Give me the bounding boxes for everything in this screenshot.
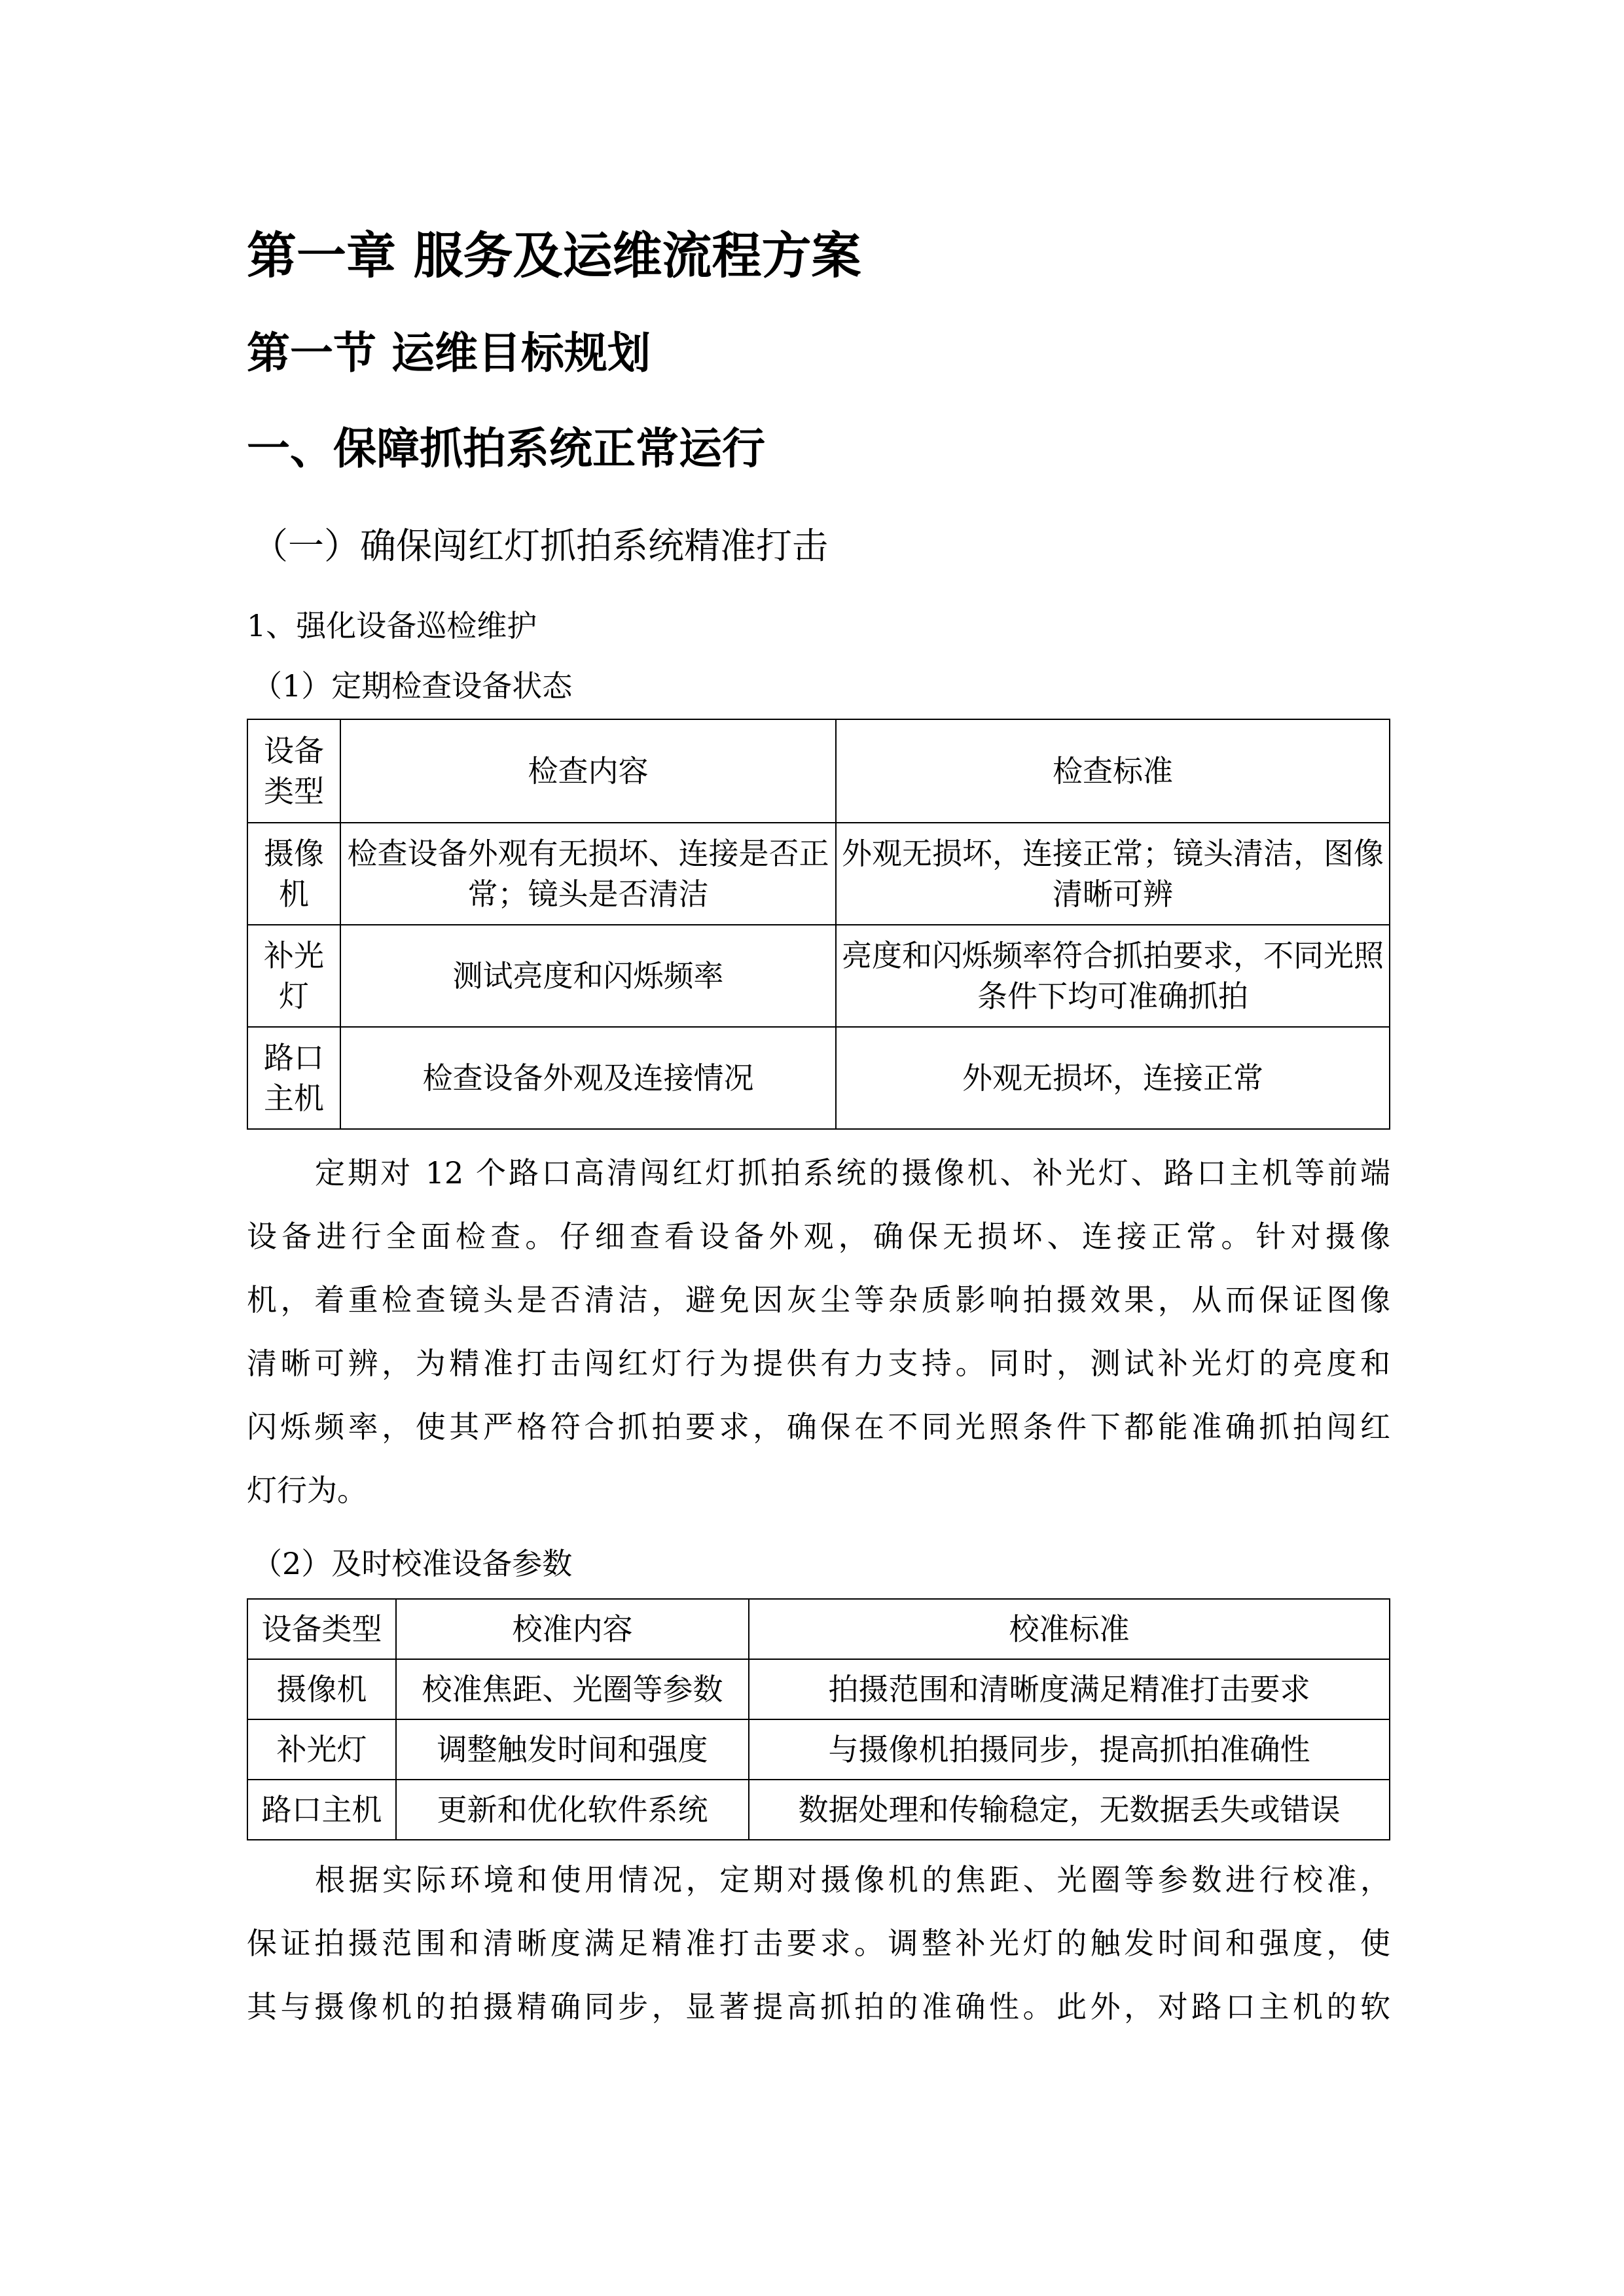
subsection-title: 一、保障抓拍系统正常运行 bbox=[247, 423, 765, 474]
table-cell: 补光灯 bbox=[247, 925, 340, 1027]
table-row bbox=[247, 823, 1390, 925]
header-cell: 设备类型 bbox=[247, 719, 340, 823]
table-cell: 外观无损坏，连接正常；镜头清洁，图像清晰可辨 bbox=[836, 823, 1390, 925]
table-cell: 摄像机 bbox=[247, 1659, 396, 1719]
table-cell: 检查设备外观及连接情况 bbox=[340, 1027, 836, 1129]
table-cell: 补光灯 bbox=[247, 1719, 396, 1780]
table-cell: 摄像机 bbox=[247, 823, 340, 925]
header-cell: 检查标准 bbox=[836, 719, 1390, 823]
part2-paragraph bbox=[247, 1848, 1390, 2039]
table-cell: 测试亮度和闪烁频率 bbox=[340, 925, 836, 1027]
section-title: 第一节 运维目标规划 bbox=[247, 328, 651, 378]
table-cell: 校准焦距、光圈等参数 bbox=[396, 1659, 749, 1719]
table-cell: 路口主机 bbox=[247, 1780, 396, 1840]
inspection-table bbox=[247, 719, 1390, 1130]
header-cell: 设备类型 bbox=[247, 1599, 396, 1659]
paragraph-line: 其与摄像机的拍摄精确同步，显著提高抓拍的准确性。此外，对路口主机的软 bbox=[247, 1989, 1390, 2024]
table-cell: 调整触发时间和强度 bbox=[396, 1719, 749, 1780]
paragraph-line: 设备进行全面检查。仔细查看设备外观，确保无损坏、连接正常。针对摄像 bbox=[247, 1219, 1390, 1254]
table-cell: 与摄像机拍摄同步，提高抓拍准确性 bbox=[749, 1719, 1390, 1780]
table-cell: 亮度和闪烁频率符合抓拍要求，不同光照条件下均可准确抓拍 bbox=[836, 925, 1390, 1027]
paragraph-line: 灯行为。 bbox=[247, 1473, 367, 1508]
paragraph-line: 保证拍摄范围和清晰度满足精准打击要求。调整补光灯的触发时间和强度，使 bbox=[247, 1926, 1390, 1961]
part1-title: （1）定期检查设备状态 bbox=[252, 668, 573, 704]
part2-title: （2）及时校准设备参数 bbox=[252, 1546, 573, 1581]
chapter-title: 第一章 服务及运维流程方案 bbox=[247, 226, 861, 285]
table-cell: 拍摄范围和清晰度满足精准打击要求 bbox=[749, 1659, 1390, 1719]
table-row bbox=[247, 925, 1390, 1027]
table-row bbox=[247, 1780, 1390, 1840]
paragraph-line: 闪烁频率，使其严格符合抓拍要求，确保在不同光照条件下都能准确抓拍闯红 bbox=[247, 1409, 1390, 1444]
table-row bbox=[247, 1027, 1390, 1129]
table-row bbox=[247, 1719, 1390, 1780]
sub-subsection-title: （一）确保闯红灯抓拍系统精准打击 bbox=[252, 525, 829, 567]
item-title: 1、强化设备巡检维护 bbox=[247, 608, 537, 643]
paragraph-line: 清晰可辨，为精准打击闯红灯行为提供有力支持。同时，测试补光灯的亮度和 bbox=[247, 1346, 1390, 1381]
table-row bbox=[247, 1659, 1390, 1719]
table-cell: 路口主机 bbox=[247, 1027, 340, 1129]
paragraph-line: 根据实际环境和使用情况，定期对摄像机的焦距、光圈等参数进行校准， bbox=[315, 1862, 1390, 1897]
header-cell: 校准内容 bbox=[396, 1599, 749, 1659]
header-cell: 校准标准 bbox=[749, 1599, 1390, 1659]
table-header-row bbox=[247, 719, 1390, 823]
header-cell: 检查内容 bbox=[340, 719, 836, 823]
paragraph-line: 定期对 12 个路口高清闯红灯抓拍系统的摄像机、补光灯、路口主机等前端 bbox=[315, 1155, 1390, 1191]
table-header-row bbox=[247, 1599, 1390, 1659]
calibration-table bbox=[247, 1598, 1390, 1840]
table-cell: 外观无损坏，连接正常 bbox=[836, 1027, 1390, 1129]
part1-paragraph bbox=[247, 1141, 1390, 1522]
paragraph-line: 机，着重检查镜头是否清洁，避免因灰尘等杂质影响拍摄效果，从而保证图像 bbox=[247, 1282, 1390, 1318]
table-cell: 更新和优化软件系统 bbox=[396, 1780, 749, 1840]
table-cell: 检查设备外观有无损坏、连接是否正常；镜头是否清洁 bbox=[340, 823, 836, 925]
table-cell: 数据处理和传输稳定，无数据丢失或错误 bbox=[749, 1780, 1390, 1840]
